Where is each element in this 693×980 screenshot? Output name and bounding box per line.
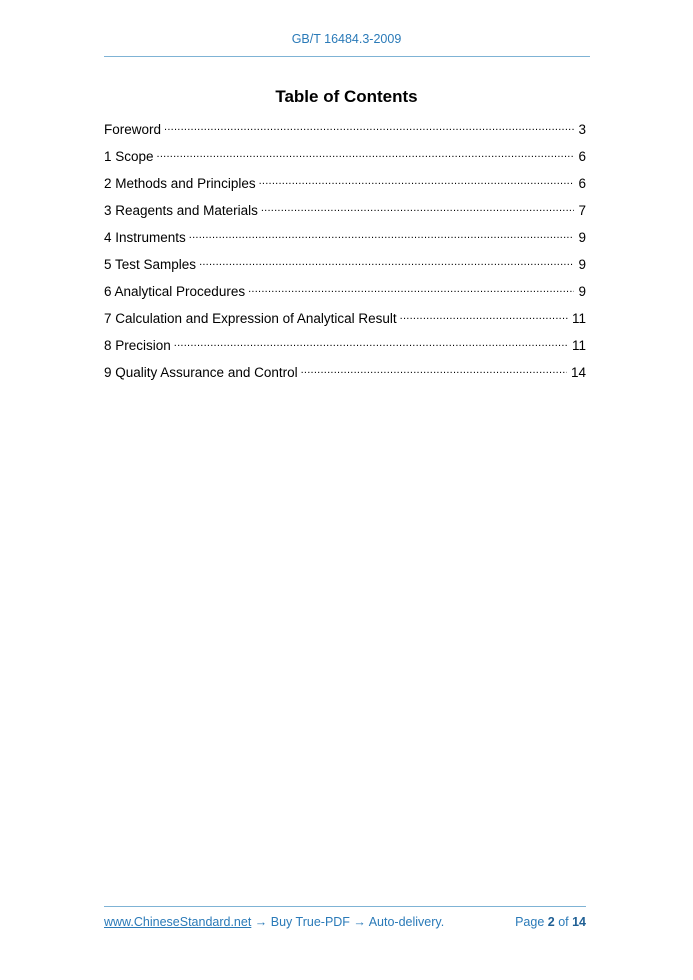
toc-entry-reagents-and-materials[interactable] bbox=[104, 201, 586, 228]
promo-text: → Buy True-PDF → Auto-delivery. bbox=[251, 915, 445, 929]
toc-entry-scope[interactable] bbox=[104, 147, 586, 174]
toc-dot-leader bbox=[189, 228, 575, 242]
toc-entry-label: 1 Scope bbox=[104, 148, 154, 164]
toc-entry-test-samples[interactable] bbox=[104, 255, 586, 282]
toc-entry-label: 5 Test Samples bbox=[104, 256, 197, 272]
toc-entry-page: 11 bbox=[571, 310, 586, 326]
toc-entry-precision[interactable] bbox=[104, 336, 586, 363]
toc-dot-leader bbox=[259, 174, 575, 188]
toc-title: Table of Contents bbox=[275, 87, 418, 106]
toc-dot-leader bbox=[301, 363, 567, 377]
toc-entry-quality-assurance-and-control[interactable] bbox=[104, 363, 586, 390]
toc-entry-label: 8 Precision bbox=[104, 337, 171, 353]
footer-promo bbox=[104, 915, 444, 929]
toc-entry-label: Foreword bbox=[104, 121, 162, 137]
table-of-contents bbox=[104, 120, 586, 390]
page-footer bbox=[104, 915, 586, 929]
page-of: of bbox=[554, 915, 573, 929]
toc-entry-foreword[interactable] bbox=[104, 120, 586, 147]
page-current: 2 bbox=[547, 915, 555, 929]
toc-entry-label: 4 Instruments bbox=[104, 229, 186, 245]
toc-dot-leader bbox=[157, 147, 575, 161]
toc-entry-instruments[interactable] bbox=[104, 228, 586, 255]
header-divider bbox=[104, 56, 590, 57]
page-total: 14 bbox=[572, 915, 586, 929]
toc-entry-page: 6 bbox=[578, 148, 586, 164]
toc-dot-leader bbox=[174, 336, 568, 350]
toc-dot-leader bbox=[164, 120, 574, 134]
page-prefix: Page bbox=[515, 915, 548, 929]
toc-entry-page: 6 bbox=[578, 175, 586, 191]
page-number bbox=[515, 915, 586, 929]
toc-entry-label: 6 Analytical Procedures bbox=[104, 283, 246, 299]
toc-entry-page: 9 bbox=[578, 283, 586, 299]
toc-entry-label: 9 Quality Assurance and Control bbox=[104, 364, 298, 380]
toc-entry-page: 14 bbox=[570, 364, 586, 380]
toc-dot-leader bbox=[199, 255, 574, 269]
toc-dot-leader bbox=[261, 201, 575, 215]
toc-entry-label: 2 Methods and Principles bbox=[104, 175, 256, 191]
toc-entry-label: 7 Calculation and Expression of Analytical Result bbox=[104, 310, 397, 326]
toc-entry-methods-and-principles[interactable] bbox=[104, 174, 586, 201]
toc-dot-leader bbox=[400, 309, 568, 323]
toc-entry-page: 11 bbox=[571, 337, 586, 353]
footer-divider bbox=[104, 906, 586, 907]
toc-entry-analytical-procedures[interactable] bbox=[104, 282, 586, 309]
toc-entry-page: 7 bbox=[578, 202, 586, 218]
toc-entry-page: 3 bbox=[578, 121, 586, 137]
toc-entry-page: 9 bbox=[578, 256, 586, 272]
toc-entry-label: 3 Reagents and Materials bbox=[104, 202, 258, 218]
site-link[interactable]: www.ChineseStandard.net bbox=[104, 915, 252, 929]
toc-entry-page: 9 bbox=[578, 229, 586, 245]
toc-dot-leader bbox=[248, 282, 574, 296]
document-header-code: GB/T 16484.3-2009 bbox=[291, 32, 402, 46]
toc-entry-calculation-and-expression[interactable] bbox=[104, 309, 586, 336]
